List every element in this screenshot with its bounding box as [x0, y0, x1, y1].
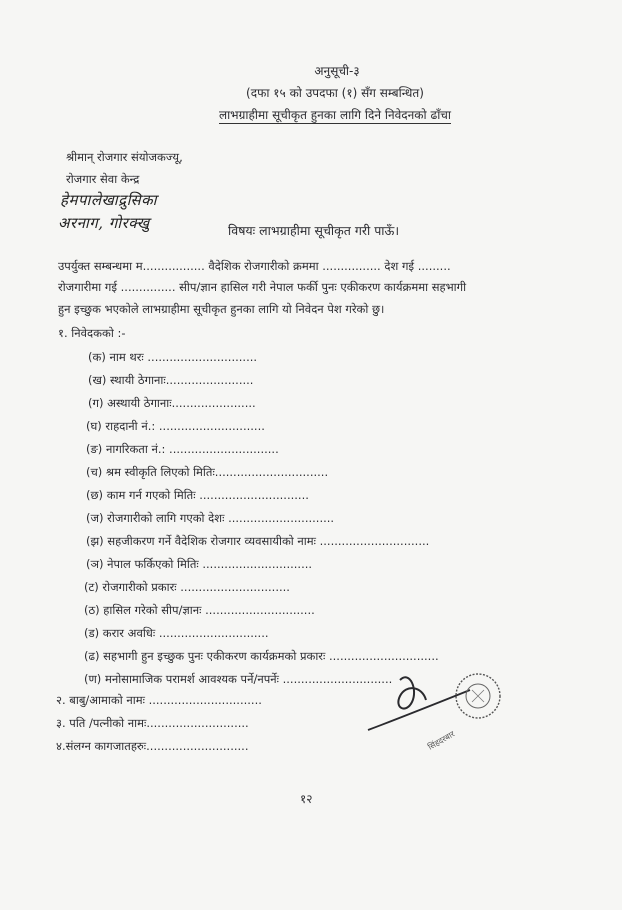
- field-labour-permit-date: (च) श्रम स्वीकृति लिएको मितिः...............................: [86, 465, 329, 479]
- field-passport-no: (घ) राहदानी नं.: .............................: [86, 419, 265, 433]
- signature-and-stamp: [360, 660, 520, 780]
- body-line-3: हुन इच्छुक भएकोले लाभग्राहीमा सूचीकृत हुनका लागि यो निवेदन पेश गरेको छु।: [58, 302, 385, 316]
- field-name: (क) नाम थरः ..............................: [88, 350, 258, 364]
- field-work-departure-date: (छ) काम गर्न गएको मितिः ..............................: [86, 488, 309, 502]
- section-3-spouse-name: ३. पति /पत्नीको नामः............................: [56, 716, 249, 730]
- signature-tail: [368, 690, 470, 730]
- field-permanent-address: (ख) स्थायी ठेगानाः........................: [88, 373, 254, 387]
- office-name: रोजगार सेवा केन्द्र: [66, 172, 140, 186]
- handwritten-address-line1: हेमपालेखाद्रुसिका: [60, 191, 158, 209]
- reference-line: (दफा १५ को उपदफा (१) सँग सम्बन्धित): [246, 86, 424, 100]
- form-title: [24, 106, 622, 123]
- field-reintegration-program: (ढ) सहभागी हुन इच्छुक पुनः एकीकरण कार्यक्रमको प्रकारः ..............................: [84, 649, 439, 663]
- field-temporary-address: (ग) अस्थायी ठेगानाः.......................: [88, 396, 256, 410]
- schedule-heading: अनुसूची-३: [314, 64, 360, 78]
- section-2-parents-name: २. बाबु/आमाको नामः ...............................: [56, 693, 262, 707]
- page-number: १२: [300, 792, 313, 806]
- form-title-text: लाभग्राहीमा सूचीकृत हुनका लागि दिने निवेदनको ढाँचा: [218, 108, 452, 122]
- handwritten-address-line2: अरनाग, गोरक्खु: [58, 214, 150, 232]
- stamp-text: सिंहदरबार: [426, 729, 457, 752]
- section-4-attachments: ४.संलग्न कागजातहरुः............................: [56, 739, 249, 753]
- field-destination-country: (ज) रोजगारीको लागि गएको देशः .............................: [86, 511, 335, 525]
- field-return-date: (ञ) नेपाल फर्किएको मितिः ..............................: [86, 557, 313, 571]
- field-employment-type: (ट) रोजगारीको प्रकारः ..............................: [84, 580, 290, 594]
- stamp-emblem: [472, 690, 484, 702]
- field-psychosocial-counselling: (ण) मनोसामाजिक परामर्श आवश्यक पर्ने/नपर्नेः ..............................: [84, 672, 393, 686]
- field-skills-acquired: (ठ) हासिल गरेको सीप/ज्ञानः ..............................: [84, 603, 315, 617]
- section-1-title: १. निवेदकको :-: [58, 326, 126, 340]
- body-line-1: उपर्युक्त सम्बन्धमा म................. वैदेशिक रोजगारीको क्रममा ................ देश गई .........: [58, 259, 451, 273]
- signature-stroke: [398, 677, 426, 708]
- field-citizenship-no: (ङ) नागरिकता नं.: ..............................: [86, 442, 279, 456]
- salutation: श्रीमान् रोजगार संयोजकज्यू,: [66, 150, 183, 164]
- field-recruitment-agency: (झ) सहजीकरण गर्ने वैदेशिक रोजगार व्यवसायीको नामः ..............................: [86, 534, 430, 548]
- field-contract-period: (ड) करार अवधिः ..............................: [84, 626, 269, 640]
- body-line-2: रोजगारीमा गई ............... सीप/ज्ञान हासिल गरी नेपाल फर्की पुनः एकीकरण कार्यक्रममा सहभागी: [58, 280, 467, 294]
- subject-line: विषयः लाभग्राहीमा सूचीकृत गरी पाऊँ।: [228, 223, 400, 238]
